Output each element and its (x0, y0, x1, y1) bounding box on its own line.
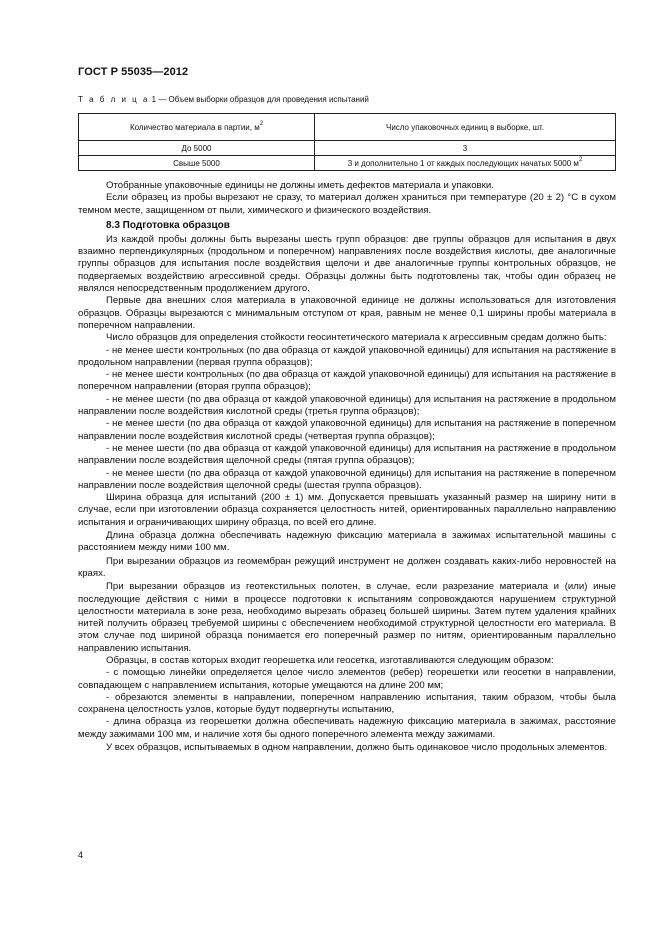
list-item: - длина образца из георешетки должна обеспечивать надежную фиксацию материала в зажимах, расстояние между зажимами 100 мм, и наличие хотя бы одного поперечного элемента между зажимами. (78, 716, 616, 740)
paragraph-width: Ширина образца для испытаний (200 ± 1) мм. Допускается превышать указанный размер на ширину нити в случае, если при изготовлении образца сохраняется целостность нитей, ориентированных параллельно направлению испытания и ограничивающих ширину образца, по всей его длине. (78, 492, 616, 528)
list-item: - не менее шести контрольных (по два образца от каждой упаковочной единицы) для испытания на растяжение в поперечном направлении (вторая группа образцов); (78, 369, 616, 393)
section-heading: 8.3 Подготовка образцов (106, 219, 230, 231)
table-header-count: Число упаковочных единиц в выборке, шт. (315, 114, 616, 141)
paragraph-geomembrane: При вырезании образцов из геомембран режущий инструмент не должен создавать каких-либо неровностей на краях. (78, 555, 616, 579)
document-body (78, 180, 616, 754)
paragraph-sample-groups: Из каждой пробы должны быть вырезаны шесть групп образцов: две группы образцов для испытания в двух взаимно перпендикулярных (продольном и поперечном) направлениях после воздействия кислоты, две аналогичные группы образцов для испытания после воздействия щелочи и две аналогичные группы контрольных образцов, не подвергаемых воздействию агрессивной среды. Образцы должны быть подготовлены так, чтобы один образец не являлся непосредственным продолжением другого. (78, 233, 616, 295)
list-item: - не менее шести (по два образца от каждой упаковочной единицы) для испытания на растяжение в поперечном направлении после воздействия кислотной среды (четвертая группа образцов); (78, 418, 616, 442)
list-item: - не менее шести контрольных (по два образца от каждой упаковочной единицы) для испытания на растяжение в продольном направлении (первая группа образцов); (78, 344, 616, 368)
table-cell-count-text: 3 (462, 143, 468, 153)
table-cell-count (315, 156, 616, 171)
table-caption-label: Т а б л и ц а (78, 95, 150, 104)
paragraph-storage: Если образец из пробы вырезают не сразу, то материал должен храниться при температуре (20 ± 2) °С в сухом темном месте, защищенном от пыли, химического и физического воздействия. (78, 192, 616, 216)
table-cell-count (315, 141, 616, 156)
table-header-row (79, 114, 616, 141)
table-header-amount-text: Количество материала в партии, м (129, 122, 260, 132)
table-cell-count-text: 3 и дополнительно 1 от каждых последующих начатых 5000 м (347, 158, 579, 168)
paragraph-length: Длина образца должна обеспечивать надежную фиксацию материала в зажимах испытательной машины с расстоянием между ними 100 мм. (78, 530, 616, 554)
list-item: - не менее шести (по два образца от каждой упаковочной единицы) для испытания на растяжение в продольном направлении после воздействия щелочной среды (пятая группа образцов); (78, 442, 616, 467)
table-cell-amount: До 5000 (79, 141, 315, 156)
paragraph-outer-layers: Первые два внешних слоя материала в упаковочной единице не должны использоваться для изготовления образцов. Образцы вырезаются с минимальным отступом от края, равным не менее 0,1 ширины пробы материала в поперечном направлении. (78, 295, 616, 331)
paragraph-geotextile: При вырезании образцов из геотекстильных полотен, в случае, если разрезание материала и (или) иные последующие действия с ними в процессе подготовки к испытаниям сопровождаются нарушением структурной целостности материала в зоне реза, необходимо вырезать образец большей ширины. Затем путем удаления крайних нитей получить образец требуемой ширины с обеспечением необходимой структурной целостности его материала. В этом случае под шириной образца понимается его поперечный размер по нитям, ориентированным параллельно направлению испытания. (78, 581, 616, 654)
table-cell-amount: Свыше 5000 (79, 156, 315, 171)
table-caption (78, 95, 369, 104)
page-number: 4 (78, 850, 84, 860)
paragraph-geogrid: Образцы, в состав которых входит георешетка или геосетка, изготавливаются следующим образом: (106, 654, 554, 666)
list-item: - не менее шести (по два образца от каждой упаковочной единицы) для испытания на растяжение в поперечном направлении после воздействия щелочной среды (шестая группа образцов). (78, 467, 616, 491)
list-item: - с помощью линейки определяется целое число элементов (ребер) георешетки или геосетки в направлении, совпадающем с направлением испытания, которые умещаются на длине 200 мм; (78, 667, 616, 691)
table-row (79, 141, 616, 156)
sample-size-table (78, 113, 616, 171)
paragraph-sample-count: Число образцов для определения стойкости геосинтетического материала к агрессивным средам должно быть: (106, 332, 607, 344)
list-item: - обрезаются элементы в направлении, поперечном направлению испытания, таким образом, чтобы была сохранена целостность узлов, которые будут подвергнуты испытанию, (78, 691, 616, 716)
table-header-amount (79, 114, 315, 141)
document-header: ГОСТ Р 55035—2012 (78, 66, 189, 78)
table-row (79, 156, 616, 171)
table-header-amount-sup: 2 (259, 120, 264, 127)
table-cell-count-sup: 2 (578, 156, 583, 163)
paragraph-elements: У всех образцов, испытываемых в одном направлении, должно быть одинаковое число продольных элементов. (106, 742, 608, 754)
list-item: - не менее шести (по два образца от каждой упаковочной единицы) для испытания на растяжение в продольном направлении после воздействия кислотной среды (третья группа образцов); (78, 393, 616, 418)
table-caption-text: 1 — Объем выборки образцов для проведения испытаний (149, 95, 369, 104)
paragraph-defects: Отобранные упаковочные единицы не должны иметь дефектов материала и упаковки. (106, 180, 494, 191)
